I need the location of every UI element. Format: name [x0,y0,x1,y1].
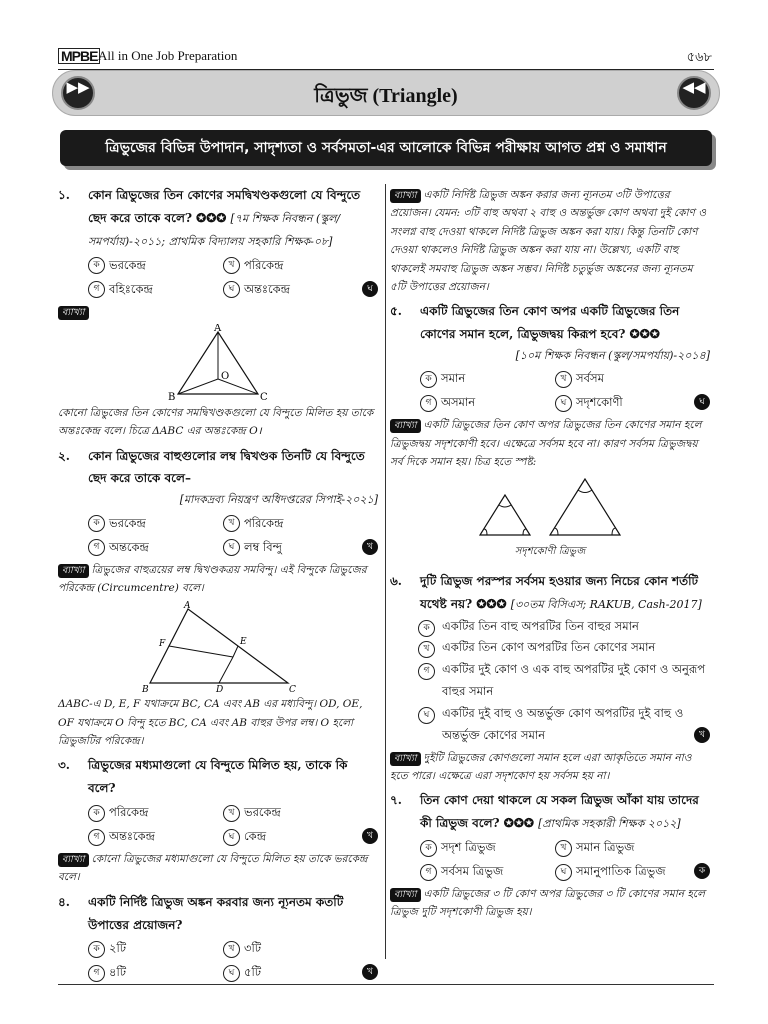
options-row [390,835,710,859]
explanation [390,885,710,922]
right-column [390,184,710,926]
question-text: কোন ত্রিভুজের বাহুগুলোর লম্ব দ্বিখণ্ডক তিনটি যে বিন্দুতে ছেদ করে তাকে বলে– [88,448,365,486]
question-number: ৪. [58,894,70,909]
question-text: একটি নির্দিষ্ট ত্রিভুজ অঙ্কন করবার জন্য ন্যূনতম কতটি উপাত্তের প্রয়োজন? [88,894,344,932]
question-source: [১০ম শিক্ষক নিবন্ধন (স্কুল/সমপর্যায়)-২০১৪] [515,348,710,362]
answer-badge: খ [362,828,378,844]
chapter-title: ত্রিভুজ (Triangle) [314,85,458,107]
question-number: ৩. [58,758,70,773]
left-column [58,184,378,984]
label-b: B [142,685,149,694]
option-b[interactable]: খ ভরকেন্দ্র [223,800,281,824]
label-e: E [240,637,247,648]
label-c: C [260,391,268,402]
question-source: [প্রাথমিক সহকারী শিক্ষক ২০১২] [538,817,681,831]
options-row [58,800,378,824]
section-subtitle: ত্রিভুজের বিভিন্ন উপাদান, সাদৃশ্যতা ও সর্বসমতা-এর আলোকে বিভিন্ন পরীক্ষায় আগত প্রশ্ন ও সমাধান [60,130,712,166]
option-c[interactable]: গ ৪টি [88,960,126,984]
explanation-tag: ব্যাখ্যা [58,306,89,320]
explanation-text: কোনো ত্রিভুজের তিন কোণের সমদ্বিখণ্ডকগুলো যে বিন্দুতে মিলিত হয় তাকে অন্তঃকেন্দ্র বলে। চিত্রে ΔABC এর অন্তঃকেন্দ্র O। [58,406,374,438]
explanation [58,850,378,887]
explanation-text: ত্রিভুজের বাহুত্রয়ের লম্ব দ্বিখণ্ডকত্রয় সমবিন্দু। এই বিন্দুকে ত্রিভুজের পরিকেন্দ্র (Circumcentre) বলে। [58,563,367,594]
question-4 [58,891,378,937]
explanation-text: একটি ত্রিভুজের তিন কোণ অপর ত্রিভুজের তিন কোণের সমান হলে ত্রিভুজদ্বয় সদৃশকোণী হবে। এক্ষেত্রে সর্বসম হবে না। কারণ সর্বসম ত্রিভুজদ্বয় সর্ব দিকে সমান হয়। চিত্র হতে স্পষ্ট: [390,419,702,468]
label-d: D [216,685,224,694]
question-text: দুটি ত্রিভুজ পরস্পর সর্বসম হওয়ার জন্য নিচের কোন শর্তটি যথেষ্ট নয়? [420,573,699,611]
options-row [58,936,378,960]
option-d[interactable]: ঘ অন্তঃকেন্দ্র [223,277,290,301]
brand-name: All in One Job Preparation [98,48,238,63]
question-text: তিন কোণ দেয়া থাকলে যে সকল ত্রিভুজ আঁকা যায় তাদের কী ত্রিভুজ বলে? [420,793,699,831]
explanation-text: কোনো ত্রিভুজের মধ্যমাগুলো যে বিন্দুতে মিলিত হয় তাকে ভরকেন্দ্র বলে। [58,853,368,884]
question-5 [390,300,710,346]
explanation-text-2: ΔABC-এ D, E, F যথাক্রমে BC, CA এবং AB এর মধ্যবিন্দু। OD, OE, OF যথাক্রমে O বিন্দু হতে BC, CA এবং AB বাহুর উপর লম্ব। O হলো ত্রিভুজটির পরিকেন্দ্র। [58,698,363,748]
option-c[interactable]: গ অন্তঃকেন্দ্র [88,824,155,848]
options-row [58,960,378,984]
options-row [58,277,378,301]
explanation [390,416,710,471]
similar-triangles-figure [465,475,635,541]
options-row [58,824,378,848]
option-b[interactable]: খ ৩টি [223,936,261,960]
option-a[interactable]: ক ভরকেন্দ্র [88,511,146,535]
option-b[interactable]: খ সর্বসম [555,366,604,390]
options-row [58,511,378,535]
page-header [58,44,714,70]
stars-icon: ✪✪✪ [503,816,534,831]
option-a[interactable]: ক সমান [420,366,465,390]
question-number: ২. [58,448,70,463]
answer-badge: ক [694,863,710,879]
question-number: ৫. [390,304,402,319]
question-6 [390,570,710,616]
explanation-text: দুইটি ত্রিভুজের কোণগুলো সমান হলে এরা আকৃতিতে সমান নাও হতে পারে। এক্ষেত্রে এরা সদৃশকোণ হয় সর্বসম হয় না। [390,751,692,782]
options-row [390,859,710,883]
answer-badge: খ [694,727,710,743]
options-row [58,535,378,559]
option-b[interactable]: খ একটির তিন কোণ অপরটির তিন কোণের সমান [390,637,710,659]
option-c[interactable]: গ বহিঃকেন্দ্র [88,277,153,301]
explanation-tag: ব্যাখ্যা [58,564,89,578]
figure-caption: সদৃশকোণী ত্রিভুজ [514,546,586,558]
question-source: [৭ম শিক্ষক নিবন্ধন (স্কুল/সমপর্যায়)-২০১১; প্রাথমিক বিদ্যালয় সহকারি শিক্ষক-০৮] [88,211,341,248]
stars-icon: ✪✪✪ [476,596,507,611]
answer-badge: খ [362,539,378,555]
label-o: O [221,370,230,382]
option-c[interactable]: গ একটির দুই কোণ ও এক বাহু অপরটির দুই কোণ ও অনুরূপ বাহুর সমান [390,659,710,703]
explanation [390,186,710,296]
logo: MPBE [58,48,100,64]
option-a[interactable]: ক ভরকেন্দ্র [88,253,146,277]
question-3 [58,754,378,800]
label-c: C [289,685,296,694]
options-row [390,390,710,414]
question-text: কোন ত্রিভুজের তিন কোণের সমদ্বিখণ্ডকগুলো যে বিন্দুতে ছেদ করে তাকে বলে? [88,188,361,225]
explanation-tag: ব্যাখ্যা [58,853,89,867]
option-a[interactable]: ক সদৃশ ত্রিভুজ [420,835,496,859]
label-f: F [159,639,166,650]
option-b[interactable]: খ পরিকেন্দ্র [223,511,283,535]
column-divider [385,184,386,959]
question-number: ১. [58,188,70,202]
option-c[interactable]: গ সর্বসম ত্রিভুজ [420,859,503,883]
answer-badge: খ [362,964,378,980]
explanation-tag: ব্যাখ্যা [390,419,421,433]
label-b: B [168,391,176,402]
question-7 [390,789,710,835]
label-a: A [184,601,191,612]
options-row [390,366,710,390]
explanation-tag: ব্যাখ্যা [390,189,421,203]
circumcentre-figure [138,601,298,693]
question-2 [58,445,378,491]
stars-icon: ✪✪✪ [629,327,660,342]
option-d[interactable]: ঘ কেন্দ্র [223,824,266,848]
explanation [390,749,710,786]
option-d[interactable]: ঘ ৫টি [223,960,261,984]
answer-badge: ঘ [694,394,710,410]
explanation-text: একটি নির্দিষ্ট ত্রিভুজ অঙ্কন করার জন্য ন্যূনতম ৩টি উপাত্তের প্রয়োজন। যেমন: ৩টি বাহু অথবা ২ বাহু ও অন্তর্ভুক্ত কোণ অথবা দুই কোণ ও সংলগ্ন বাহু দেওয়া থাকলে নির্দিষ্ট ত্রিভুজ অঙ্কন করা যায়। কিন্তু তিনটি কোণ দেওয়া থাকলেও নির্দিষ্ট ত্রিভুজ অঙ্কন করা যায় না। উল্লেখ্য, একটি বাহু থাকলেই সমবাহু ত্রিভুজ অঙ্কন সম্ভব। নির্দিষ্ট চতুর্ভুজ অঙ্কনের জন্য ন্যূনতম ৫টি উপাত্তের প্রয়োজন। [390,189,706,293]
explanation [58,561,378,598]
question-number: ৬. [390,573,402,588]
option-d[interactable]: ঘ সদৃশকোণী [555,390,623,414]
double-chevron-right-icon: ▶▶ [61,76,95,110]
option-c[interactable]: গ অসমান [420,390,475,414]
option-a[interactable]: ক পরিকেন্দ্র [88,800,148,824]
option-b[interactable]: খ পরিকেন্দ্র [223,253,283,277]
question-text: ত্রিভুজের মধ্যমাগুলো যে বিন্দুতে মিলিত হয়, তাকে কি বলে? [88,758,348,796]
option-c[interactable]: গ অন্তকেন্দ্র [88,535,149,559]
double-chevron-left-icon: ◀◀ [677,76,711,110]
option-b[interactable]: খ সমান ত্রিভুজ [555,835,634,859]
chapter-banner [52,70,720,116]
label-a: A [214,323,222,334]
option-a[interactable]: ক ২টি [88,936,126,960]
page-number: ৫৬৮ [686,50,712,65]
question-number: ৭. [390,793,402,808]
explanation-tag: ব্যাখ্যা [390,888,421,902]
option-a[interactable]: ক একটির তিন বাহু অপরটির তিন বাহুর সমান [390,616,710,638]
option-d[interactable]: ঘ লম্ব বিন্দু [223,535,282,559]
option-d[interactable]: ঘ সমানুপাতিক ত্রিভুজ [555,859,666,883]
question-source: [মাদকদ্রব্য নিয়ন্ত্রণ অধিদপ্তরের সিপাই-২০২১] [179,493,378,507]
answer-badge: ঘ [362,281,378,297]
incentre-figure [163,324,273,402]
explanation-tag: ব্যাখ্যা [390,752,421,766]
explanation-text: একটি ত্রিভুজের ৩ টি কোণ অপর ত্রিভুজের ৩ টি কোণের সমান হলে ত্রিভুজ দুটি সদৃশকোণী ত্রিভুজ হয়। [390,888,705,919]
question-text: একটি ত্রিভুজের তিন কোণ অপর একটি ত্রিভুজের তিন কোণের সমান হলে, ত্রিভুজদ্বয় কিরূপ হবে? [420,304,680,342]
stars-icon: ✪✪✪ [196,210,227,225]
question-source: [৩০তম বিসিএস; RAKUB, Cash-2017] [510,597,702,611]
options-row [58,253,378,277]
option-d[interactable]: ঘ একটির দুই বাহু ও অন্তর্ভুক্ত কোণ অপরটির দুই বাহু ও অন্তর্ভুক্ত কোণের সমান খ [390,703,710,747]
footer-rule [58,984,714,985]
question-1 [58,184,378,253]
